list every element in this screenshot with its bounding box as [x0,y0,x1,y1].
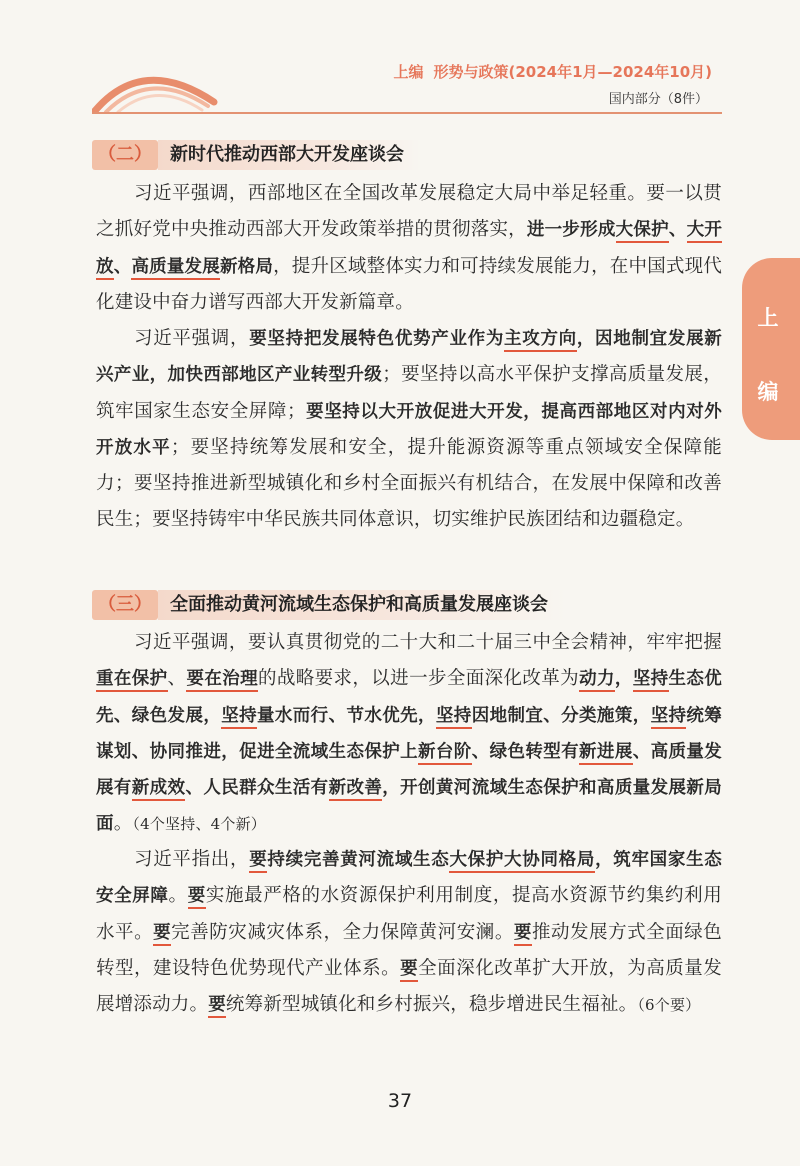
bold-text: 要坚持把发展特色优势产业作为 [249,329,505,349]
body-text: 习近平强调，西部地区在全国改革发展稳定大局中举足轻重。要一以贯之抓好党中央推动西部大开发政策举措的贯彻落实， [96,183,722,241]
body-text: 。 [113,813,133,835]
bold-text: 要坚持以大开放促进大开发，提高西部地区对内对外开放水平 [96,401,722,458]
key-phrase-underlined: 动力 [579,669,615,692]
key-phrase [96,669,168,692]
key-phrase [186,669,258,692]
key-phrase [221,706,257,729]
bold-text: 持续完善黄河流域生态 [267,850,450,870]
key-phrase [514,923,532,946]
key-phrase [651,706,687,729]
running-header-title [393,61,712,82]
paragraph-note: （4个坚持、4个新） [132,815,266,834]
key-phrase-underlined: 新进展 [579,742,633,765]
bold-text: 进一步形成 [526,220,616,241]
side-tab-char-2: 编 [757,380,779,404]
key-phrase [208,995,226,1018]
side-tab-char-1: 上 [757,306,779,330]
header-divider [92,112,722,114]
key-phrase [579,669,615,692]
bold-text: 、人民群众生活有 [185,778,329,799]
key-phrase-underlined: 大开放 [96,220,722,279]
bold-text: 、高质量发展有 [96,741,722,799]
key-phrase-underlined: 要 [188,886,206,909]
bold-text: 量水而行、节水优先， [257,705,436,726]
body-text: 的战略要求，以进一步全面深化改革为 [257,668,580,690]
body-text: 全面深化改革扩大开放，为高质量发展增添动力。 [96,957,723,1016]
key-phrase [633,669,669,692]
key-phrase [153,923,171,946]
paragraph-4 [96,842,722,1023]
body-text: 、 [167,668,187,690]
body-text: 完善防灾减灾体系，全力保障黄河安澜。 [171,921,514,943]
body-text: 习近平强调，要认真贯彻党的二十大和二十届三中全会精神，牢牢把握 [134,632,722,653]
key-phrase-underlined: 要 [249,850,267,873]
key-phrase-underlined: 新改善 [329,778,383,801]
key-phrase [504,329,577,352]
key-phrase-underlined: 坚持 [221,706,257,729]
bold-text: 生态优先、绿色发展， [96,669,722,726]
bold-text: 因地制宜、分类施策， [471,705,651,726]
section-heading-3 [92,590,566,620]
section-heading-2 [92,140,422,170]
key-phrase-underlined: 要 [208,995,226,1018]
header-arc-decoration [92,62,222,114]
key-phrase-underlined: 新成效 [132,778,186,801]
key-phrase [400,959,418,982]
key-phrase-underlined: 重在保护 [96,669,168,692]
key-phrase-underlined: 高质量发展 [131,257,220,280]
body-text: ，提升区域整体实力和可持续发展能力，在中国式现代化建设中奋力谱写西部大开发新篇章。 [96,255,723,313]
key-phrase [436,706,472,729]
body-text: ；要坚持以高水平保护支撑高质量发展，筑牢国家生态安全屏障； [96,364,722,422]
body-text: ；要坚持统筹发展和安全，提升能源资源等重点领域安全保障能力；要坚持推进新型城镇化和乡村全面振兴有机结合，在发展中保障和改善民生；要坚持铸牢中华民族共同体意识，切实维护民族团结和边疆稳定。 [96,436,722,531]
body-text: 。 [168,885,188,907]
paragraph-3 [96,625,722,843]
bold-text: ，筑牢国家生态安全屏障 [96,850,722,907]
key-phrase-underlined: 主攻方向 [504,329,577,352]
bold-text: 新格局 [219,256,274,277]
key-phrase [249,850,267,873]
key-phrase [131,257,220,280]
section-number: （二） [92,140,158,170]
paragraph-2 [96,321,722,539]
body-text: 统筹新型城镇化和乡村振兴，稳步增进民生福祉。 [225,994,638,1016]
running-header-subtitle: 国内部分（8件） [608,92,708,107]
key-phrase [188,886,206,909]
book-title: 形势与政策(2024年1月—2024年10月) [433,63,712,81]
key-phrase [418,742,472,765]
key-phrase-underlined: 要 [153,923,171,946]
body-text: 习近平强调， [134,328,250,349]
paragraph-note: （6个要） [637,996,701,1015]
section-title: 新时代推动西部大开发座谈会 [158,140,422,170]
bold-text: 、 [113,256,132,277]
key-phrase-underlined: 坚持 [436,706,472,729]
body-text: 推动发展方式全面绿色转型，建设特色优势现代产业体系。 [96,921,722,979]
bold-text: ，开创黄河流域生态保护和高质量发展新局面 [96,778,722,835]
key-phrase [616,220,669,243]
part-label: 上编 [393,63,424,81]
key-phrase [329,778,383,801]
key-phrase [449,850,595,873]
section-number: （三） [92,590,158,620]
body-text: 习近平指出， [134,849,250,870]
section-title: 全面推动黄河流域生态保护和高质量发展座谈会 [158,590,566,620]
key-phrase [579,742,633,765]
bold-text: ， [614,669,633,690]
key-phrase-underlined: 坚持 [651,706,687,729]
page-number: 37 [387,1090,413,1112]
bold-text: 、绿色转型有 [471,741,580,762]
paragraph-1 [96,176,722,321]
key-phrase-underlined: 大保护 [616,220,669,243]
body-text: 实施最严格的水资源保护利用制度，提高水资源节约集约利用水平。 [96,885,723,943]
bold-text: 统筹谋划、协同推进，促进全流域生态保护上 [96,705,722,762]
key-phrase-underlined: 要 [514,923,532,946]
bold-text: ，因地制宜发展新兴产业，加快西部地区产业转型升级 [96,329,722,386]
key-phrase-underlined: 要在治理 [186,669,258,692]
key-phrase-underlined: 坚持 [633,669,669,692]
key-phrase-underlined: 要 [400,959,418,982]
key-phrase-underlined: 大保护大协同格局 [449,850,595,873]
side-tab-part-marker [742,258,800,440]
bold-text: 、 [668,220,687,241]
key-phrase-underlined: 新台阶 [418,742,472,765]
key-phrase [132,778,186,801]
